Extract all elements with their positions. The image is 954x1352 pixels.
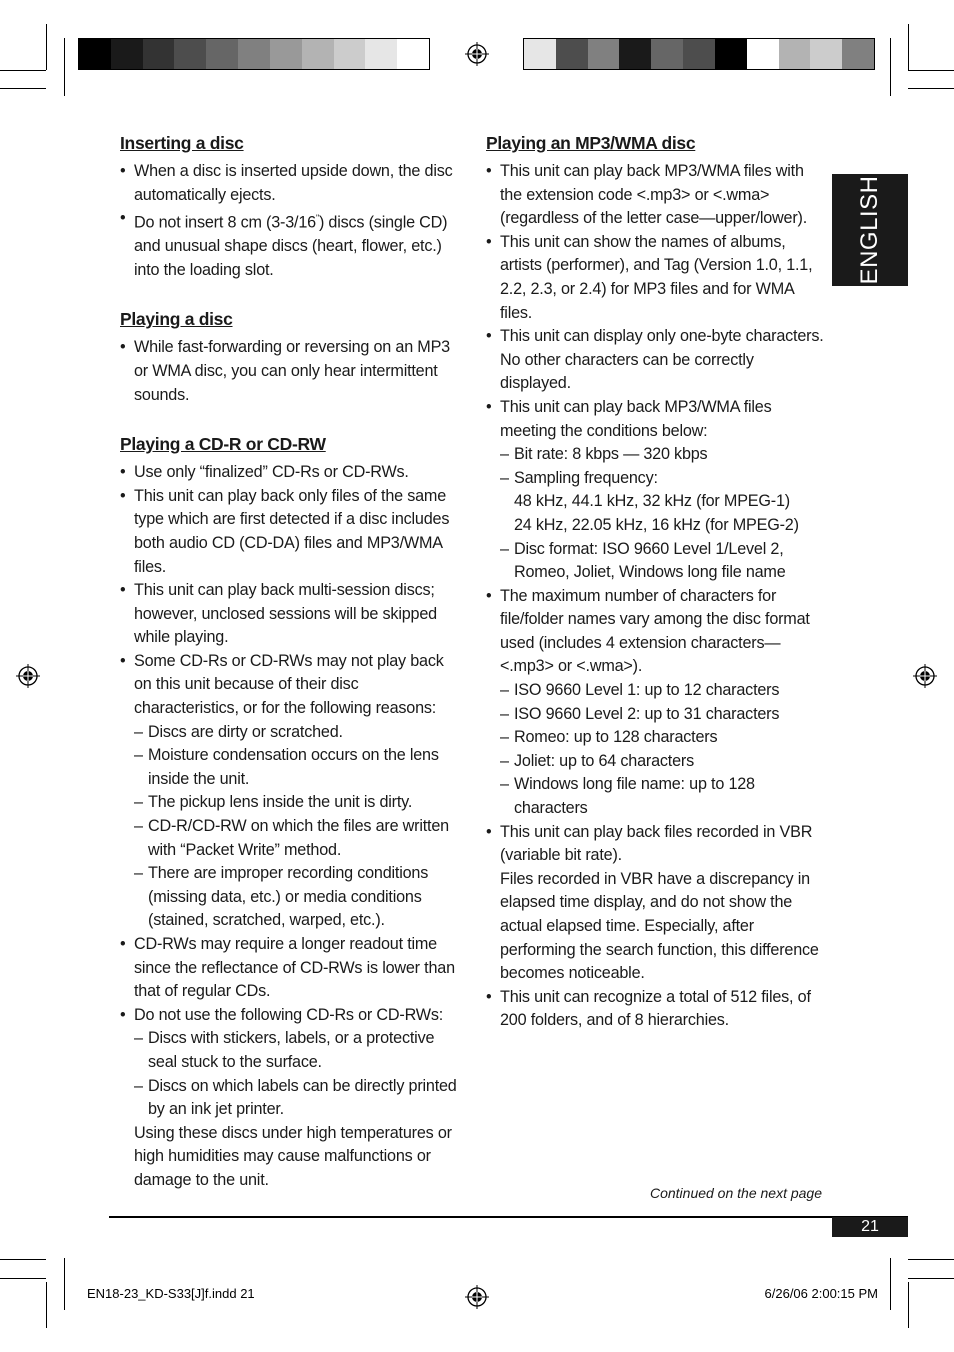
dash-item: – Windows long file name: up to 128 characters	[500, 773, 826, 820]
color-swatch	[174, 39, 206, 69]
bullet-item: • CD-RWs may require a longer readout time since the reflectance of CD-RWs is lower than that of regular CDs.	[120, 933, 460, 1004]
color-swatch	[524, 39, 556, 69]
sub-line: 24 kHz, 22.05 kHz, 16 kHz (for MPEG-2)	[514, 515, 799, 534]
note-text: Using these discs under high temperatures or high humidities may cause malfunctions or damage to the unit.	[134, 1123, 452, 1189]
registration-mark-icon	[16, 664, 40, 688]
dash-item: – Sampling frequency:	[500, 467, 826, 491]
color-bar-right	[523, 38, 875, 70]
color-swatch	[270, 39, 302, 69]
dash-item: – Discs are dirty or scratched.	[134, 721, 460, 745]
color-swatch	[747, 39, 779, 69]
color-swatch	[365, 39, 397, 69]
color-swatch	[143, 39, 175, 69]
dash-item: – Disc format: ISO 9660 Level 1/Level 2, Romeo, Joliet, Windows long file name	[500, 538, 826, 585]
heading-playing-cdr: Playing a CD-R or CD-RW	[120, 434, 326, 455]
heading-inserting-disc: Inserting a disc	[120, 133, 244, 153]
bullet-item: • This unit can show the names of albums, artists (performer), and Tag (Version 1.0, 1.1, 2.2, 2.3, or 2.4) for MP3 files and for WMA files.	[486, 231, 826, 325]
color-swatch	[206, 39, 238, 69]
dash-item: – There are improper recording conditions (missing data, etc.) or media conditions (stained, scratched, warped, etc.).	[134, 862, 460, 933]
dash-item: – Discs on which labels can be directly printed by an ink jet printer.	[134, 1075, 460, 1122]
dash-item: – ISO 9660 Level 1: up to 12 characters	[500, 679, 826, 703]
bullet-item: • The maximum number of characters for file/folder names vary among the disc format used (includes 4 extension characters—<.mp3> or <.wma>). – ISO 9660 Level 1: up to 12 characters – ISO 9660 Level 2: up to 31 characters – Romeo: up to 128 characters – Joliet: up to 64 characters – Windows long file name: up to 128 characters	[486, 585, 826, 821]
bullet-item: • This unit can recognize a total of 512 files, of 200 folders, and of 8 hierarchies.	[486, 986, 826, 1033]
registration-mark-icon	[465, 42, 489, 66]
dash-item: – Discs with stickers, labels, or a protective seal stuck to the surface.	[134, 1027, 460, 1074]
color-swatch	[556, 39, 588, 69]
color-swatch	[397, 39, 429, 69]
registration-mark-icon	[465, 1285, 489, 1309]
bullet-item: • This unit can play back files recorded in VBR (variable bit rate). Files recorded in VBR have a discrepancy in elapsed time display, and do not show the actual elapsed time. Especially, after performing the search function, this difference becomes noticeable.	[486, 821, 826, 986]
color-swatch	[715, 39, 747, 69]
page-number: 21	[832, 1217, 908, 1237]
dash-item: – CD-R/CD-RW on which the files are written with “Packet Write” method.	[134, 815, 460, 862]
dash-item: – Romeo: up to 128 characters	[500, 726, 826, 750]
color-swatch	[842, 39, 874, 69]
color-swatch	[810, 39, 842, 69]
language-tab	[832, 174, 908, 286]
bullet-item: • When a disc is inserted upside down, the disc automatically ejects.	[120, 160, 460, 207]
note-text: Files recorded in VBR have a discrepancy in elapsed time display, and do not show the actual elapsed time. Especially, after performing the search function, this difference becomes noticeable.	[500, 869, 819, 983]
color-swatch	[619, 39, 651, 69]
footer-rule	[109, 1216, 908, 1218]
dash-item: – Joliet: up to 64 characters	[500, 750, 826, 774]
bullet-item: • This unit can play back MP3/WMA files meeting the conditions below: – Bit rate: 8 kbps — 320 kbps – Sampling frequency: 48 kHz, 44.1 kHz, 32 kHz (for MPEG-1) 24 kHz, 22.05 kHz, 16 kHz (for MPEG-2) – Disc format: ISO 9660 Level 1/Level 2, Romeo, Joliet, Windows long file name	[486, 396, 826, 585]
color-swatch	[111, 39, 143, 69]
bullet-item: • This unit can play back only files of the same type which are first detected if a disc includes both audio CD (CD-DA) files and MP3/WMA files.	[120, 485, 460, 579]
heading-playing-mp3: Playing an MP3/WMA disc	[486, 133, 696, 153]
color-swatch	[79, 39, 111, 69]
slug-datetime: 6/26/06 2:00:15 PM	[764, 1286, 878, 1301]
continued-note: Continued on the next page	[649, 1185, 822, 1201]
dash-item: – Moisture condensation occurs on the lens inside the unit.	[134, 744, 460, 791]
color-swatch	[334, 39, 366, 69]
heading-playing-disc: Playing a disc	[120, 309, 233, 330]
color-swatch	[302, 39, 334, 69]
bullet-item: • This unit can play back MP3/WMA files with the extension code <.mp3> or <.wma> (regardless of the letter case—upper/lower).	[486, 160, 826, 231]
bullet-item: • Do not insert 8 cm (3-3/16") discs (single CD) and unusual shape discs (heart, flower, etc.) into the loading slot.	[120, 207, 460, 282]
bullet-item: • While fast-forwarding or reversing on an MP3 or WMA disc, you can only hear intermittent sounds.	[120, 336, 460, 407]
color-bar-left	[78, 38, 430, 70]
color-swatch	[238, 39, 270, 69]
language-tab-label: ENGLISH	[856, 175, 883, 285]
dash-item: – ISO 9660 Level 2: up to 31 characters	[500, 703, 826, 727]
registration-mark-icon	[913, 664, 937, 688]
bullet-item: • Do not use the following CD-Rs or CD-RWs: – Discs with stickers, labels, or a protective seal stuck to the surface. – Discs on which labels can be directly printed by an ink jet printer. Using these discs under high temperatures or high humidities may cause malfunctions or damage to the unit.	[120, 1004, 460, 1193]
dash-item: – The pickup lens inside the unit is dirty.	[134, 791, 460, 815]
left-column	[120, 130, 460, 1193]
bullet-item: • Some CD-Rs or CD-RWs may not play back on this unit because of their disc characteristics, or for the following reasons: – Discs are dirty or scratched. – Moisture condensation occurs on the lens inside the unit. – The pickup lens inside the unit is dirty. – CD-R/CD-RW on which the files are written with “Packet Write” method. – There are improper recording conditions (missing data, etc.) or media conditions (stained, scratched, warped, etc.).	[120, 650, 460, 933]
bullet-item: • Use only “finalized” CD-Rs or CD-RWs.	[120, 461, 460, 485]
color-swatch	[683, 39, 715, 69]
bullet-item: • This unit can play back multi-session discs; however, unclosed sessions will be skipped while playing.	[120, 579, 460, 650]
color-swatch	[779, 39, 811, 69]
color-swatch	[588, 39, 620, 69]
dash-item: – Bit rate: 8 kbps — 320 kbps	[500, 443, 826, 467]
color-swatch	[651, 39, 683, 69]
slug-file: EN18-23_KD-S33[J]f.indd 21	[87, 1286, 255, 1301]
right-column	[486, 130, 826, 1033]
bullet-item: • This unit can display only one-byte characters. No other characters can be correctly displayed.	[486, 325, 826, 396]
sub-line: 48 kHz, 44.1 kHz, 32 kHz (for MPEG-1)	[514, 492, 790, 511]
